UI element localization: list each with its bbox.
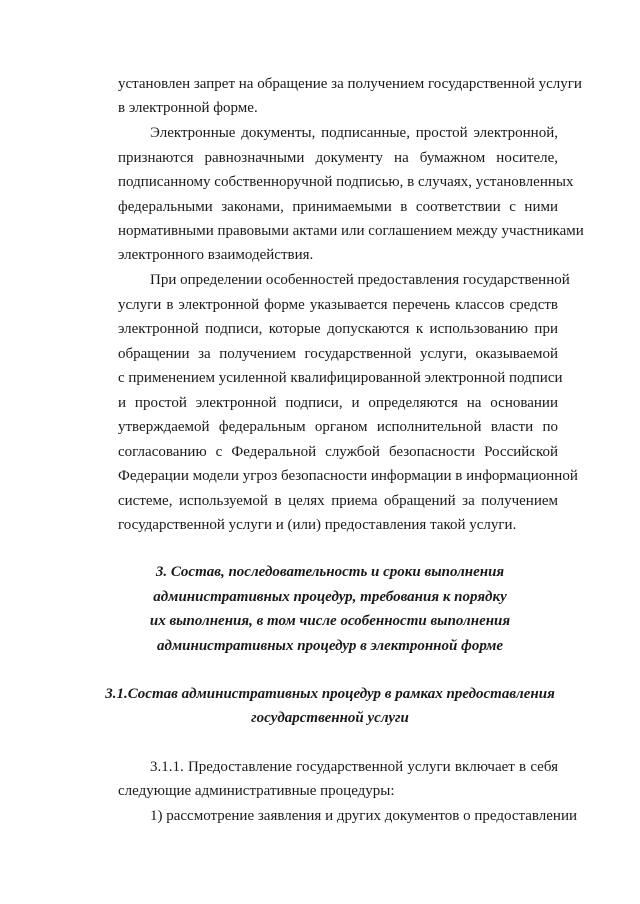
paragraph-line: электронной подписи, которые допускаются к использованию при bbox=[118, 321, 558, 337]
paragraph-line: с применением усиленной квалифицированной электронной подписи bbox=[118, 370, 563, 386]
paragraph-line: и простой электронной подписи, и определяются на основании bbox=[118, 395, 558, 411]
paragraph-line: установлен запрет на обращение за получением государственной услуги bbox=[118, 76, 582, 92]
section-heading-line: их выполнения, в том числе особенности выполнения bbox=[149, 613, 511, 629]
paragraph-line: согласованию с Федеральной службой безопасности Российской bbox=[118, 444, 558, 460]
paragraph-line: обращении за получением государственной услуги, оказываемой bbox=[118, 346, 558, 362]
section-heading-line: административных процедур в электронной форме bbox=[156, 638, 504, 654]
paragraph-line: электронного взаимодействия. bbox=[118, 247, 314, 263]
paragraph-line: услуги в электронной форме указывается перечень классов средств bbox=[118, 297, 558, 313]
paragraph-line: нормативными правовыми актами или соглашением между участниками bbox=[118, 223, 584, 239]
paragraph-line: признаются равнозначными документу на бумажном носителе, bbox=[118, 150, 558, 166]
clause-line: 3.1.1. Предоставление государственной услуги включает в себя bbox=[150, 759, 558, 775]
paragraph-line: Федерации модели угроз безопасности информации в информационной bbox=[118, 468, 578, 484]
section-heading-line: 3. Состав, последовательность и сроки выполнения bbox=[155, 564, 505, 580]
section-heading-line: административных процедур, требования к порядку bbox=[153, 589, 507, 605]
paragraph-line: федеральными законами, принимаемыми в соответствии с ними bbox=[118, 199, 558, 215]
subsection-heading-line: государственной услуги bbox=[251, 710, 409, 726]
paragraph-line: утверждаемой федеральным органом исполнительной власти по bbox=[118, 419, 558, 435]
paragraph-line: государственной услуги и (или) предоставления такой услуги. bbox=[118, 517, 517, 533]
paragraph-line: в электронной форме. bbox=[118, 100, 258, 116]
paragraph-line: подписанному собственноручной подписью, в случаях, установленных bbox=[118, 174, 574, 190]
paragraph-line: При определении особенностей предоставления государственной bbox=[150, 272, 570, 288]
clause-line: следующие административные процедуры: bbox=[118, 783, 395, 799]
paragraph-line: Электронные документы, подписанные, простой электронной, bbox=[150, 125, 558, 141]
paragraph-line: системе, используемой в целях приема обращений за получением bbox=[118, 493, 558, 509]
subsection-heading-line: 3.1.Состав административных процедур в рамках предоставления bbox=[105, 686, 555, 702]
list-item: 1) рассмотрение заявления и других документов о предоставлении bbox=[150, 808, 578, 824]
